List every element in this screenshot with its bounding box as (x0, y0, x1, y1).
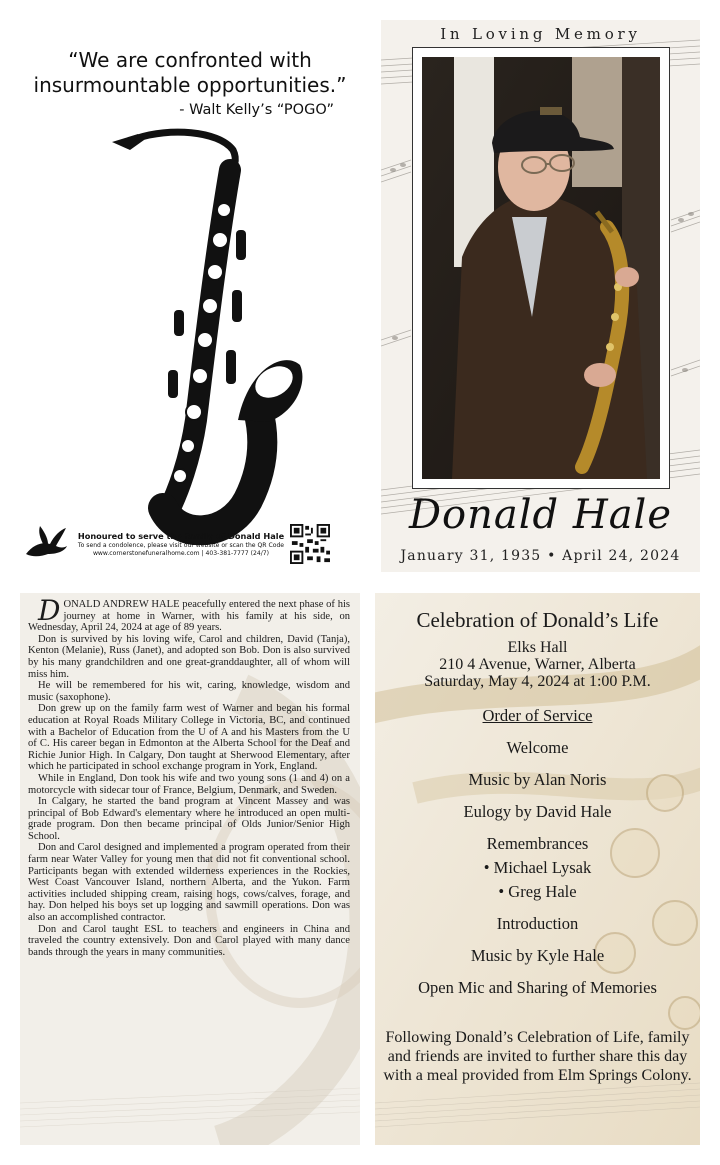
venue-address: 210 4 Avenue, Warner, Alberta (439, 656, 636, 673)
obituary-paragraph-8: Don and Carol taught ESL to teachers and engineers in China and traveled the country extensively. Don and Carol played with many dance bands through the years in many communities. (28, 923, 350, 958)
obituary-panel (20, 593, 360, 1145)
celebration-title: Celebration of Donald’s Life (416, 608, 659, 632)
service-item: Introduction (496, 914, 579, 933)
service-item: Welcome (506, 738, 569, 757)
saxophone-illustration (108, 120, 308, 545)
obituary-full-name: ONALD ANDREW HALE (63, 599, 180, 610)
obituary-paragraph-2: Don is survived by his loving wife, Carol and children, David (Tanja), Kenton (Melanie), Russ (Janet), and adopted son Bob. Don is also survived by his many grandchildren and one great-granddaughter, all of whom will miss him. (28, 633, 350, 680)
service-item: Eulogy by David Hale (463, 802, 612, 821)
obituary-dropcap: D (38, 594, 61, 627)
qr-code-icon[interactable] (290, 524, 330, 564)
reception-note: Following Donald’s Celebration of Life, family and friends are invited to further share this day with a meal provided from Elm Springs Colony. (383, 1029, 692, 1084)
portrait-frame (412, 47, 670, 489)
deceased-name: Donald Hale (408, 492, 673, 538)
in-loving-memory-heading: In Loving Memory (440, 25, 641, 43)
order-of-service-heading: Order of Service (482, 706, 593, 725)
quote-attribution: - Walt Kelly’s “POGO” (179, 102, 334, 118)
dove-icon (24, 526, 68, 562)
obituary-paragraph-1: peacefully entered the next phase of his journey at home in Warner, with his family at his side, on Wednesday, April 24, 2024 at age of 89 years. (28, 599, 351, 634)
service-item: Open Mic and Sharing of Memories (418, 978, 657, 997)
funeral-home-footer (20, 520, 360, 572)
obituary-paragraph-6: In Calgary, he started the band program at Vincent Massey and was principal of Bob Edward's elementary where he introduced an open multi-grade program. Don then became principal of Olds Junior/Senior High School. (28, 796, 350, 842)
service-item: • Michael Lysak (483, 858, 592, 877)
service-item: • Greg Hale (498, 882, 577, 901)
service-datetime: Saturday, May 4, 2024 at 1:00 P.M. (424, 673, 651, 690)
obituary-paragraph-3: He will be remembered for his wit, caring, knowledge, wisdom and music (saxophone). (28, 680, 350, 703)
obituary-paragraph-7: Don and Carol designed and implemented a program operated from their farm near Water Valley for young men that did not fit conventional school. Participants began with extended wilderness experiences in the Rockies, West Coast Vancouver Island, northern Alberta, and the Yukon. Farm activities included shipping cream, raising hogs, cows/calves, forage, and hay. Don helped his boys set up logging and sawmill operations. Don was also an accomplished contractor. (28, 842, 350, 924)
quote-text: “We are confronted with insurmountable opportunities.” (33, 48, 347, 97)
portrait-photo (422, 57, 660, 479)
life-dates: January 31, 1935 • April 24, 2024 (400, 548, 681, 564)
obituary-paragraph-5: While in England, Don took his wife and two young sons (1 and 4) on a motorcycle with sidecar tour of France, Belgium, Denmark, and Sweden. (28, 772, 350, 796)
service-item: Remembrances (486, 834, 589, 853)
service-details (375, 607, 700, 1085)
obituary-text (28, 594, 351, 958)
service-item: Music by Kyle Hale (470, 946, 605, 965)
venue-name: Elks Hall (507, 639, 568, 656)
front-cover-panel (381, 20, 700, 572)
service-item: Music by Alan Noris (468, 770, 607, 789)
back-cover-panel (20, 20, 360, 572)
footer-condolence-line: To send a condolence, please visit our website or scan the QR Code (77, 542, 285, 549)
footer-contact-line: www.cornerstonefuneralhome.com | 403-381-7777 (24/7) (92, 550, 270, 557)
footer-heading: Honoured to serve the family of Donald Hale (77, 531, 285, 541)
obituary-paragraph-4: Don grew up on the family farm west of Warner and began his formal education at Royal Roads Military College in Victoria, BC, and continued with a Bachelor of Education from the U of A and his Masters from the U of C. His career began in Edmonton at the Alberta School for the Deaf and Richie Junior High. In Calgary, Don taught at Sherwood Elementary, after which he participated in school exchange program in York, England. (28, 703, 350, 773)
service-panel (375, 593, 700, 1145)
